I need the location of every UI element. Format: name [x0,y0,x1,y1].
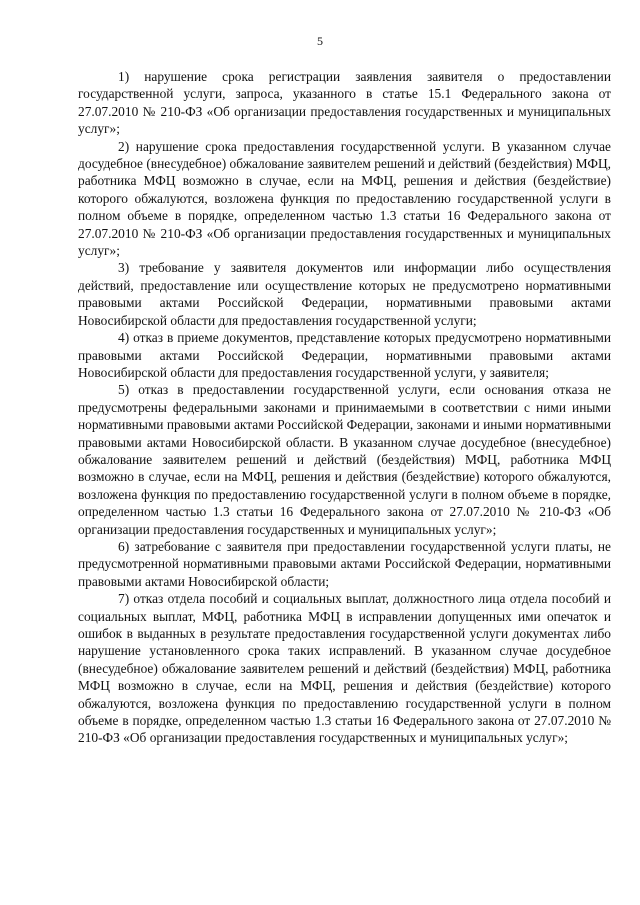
paragraph-item-6: 6) затребование с заявителя при предоставлении государственной услуги платы, не предусмотренной нормативными правовыми актами Российской Федерации, нормативными правовыми актами Новосибирской области; [78,538,611,589]
page-number: 5 [317,34,323,48]
paragraph-item-7: 7) отказ отдела пособий и социальных выплат, должностного лица отдела пособий и социальных выплат, МФЦ, работника МФЦ в исправлении допущенных ими опечаток и ошибок в выданных в результате предоставления государственной услуги документах либо нарушение установленного срока таких исправлений. В указанном случае досудебное (внесудебное) обжалование заявителем решений и действий (бездействия) МФЦ, работника МФЦ возможно в случае, если на МФЦ, решения и действия (бездействие) которого обжалуются, возложена функция по предоставлению государственной услуги в полном объеме в порядке, определенном частью 1.3 статьи 16 Федерального закона от 27.07.2010 № 210-ФЗ «Об организации предоставления государственных и муниципальных услуг»; [78,591,611,746]
paragraph-item-5: 5) отказ в предоставлении государственной услуги, если основания отказа не предусмотрены федеральными законами и принимаемыми в соответствии с ними иными нормативными правовыми актами Российской Федерации, законами и иными нормативными правовыми актами Новосибирской области. В указанном случае досудебное (внесудебное) обжалование заявителем решений и действий (бездействия) МФЦ, работника МФЦ возможно в случае, если на МФЦ, решения и действия (бездействие) которого обжалуются, возложена функция по предоставлению государственной услуги в полном объеме в порядке, определенном частью 1.3 статьи 16 Федерального закона от 27.07.2010 № 210-ФЗ «Об организации предоставления государственных и муниципальных услуг»; [78,382,611,537]
document-body [78,68,611,747]
paragraph-item-4: 4) отказ в приеме документов, представление которых предусмотрено нормативными правовыми актами Российской Федерации, нормативными правовыми актами Новосибирской области для предоставления государственной услуги, у заявителя; [78,330,611,380]
paragraph-item-2: 2) нарушение срока предоставления государственной услуги. В указанном случае досудебное (внесудебное) обжалование заявителем решений и действий (бездействия) МФЦ, работника МФЦ возможно в случае, если на МФЦ, решения и действия (бездействие) которого обжалуются, возложена функция по предоставлению государственной услуги в полном объеме в порядке, определенном частью 1.3 статьи 16 Федерального закона от 27.07.2010 № 210-ФЗ «Об организации предоставления государственных и муниципальных услуг»; [78,138,611,259]
paragraph-item-3: 3) требование у заявителя документов или информации либо осуществления действий, предоставление или осуществление которых не предусмотрено нормативными правовыми актами Российской Федерации, нормативными правовыми актами Новосибирской области для предоставления государственной услуги; [78,260,611,328]
paragraph-item-1: 1) нарушение срока регистрации заявления заявителя о предоставлении государственной услуги, запроса, указанного в статье 15.1 Федерального закона от 27.07.2010 № 210-ФЗ «Об организации предоставления государственных и муниципальных услуг»; [78,69,611,137]
